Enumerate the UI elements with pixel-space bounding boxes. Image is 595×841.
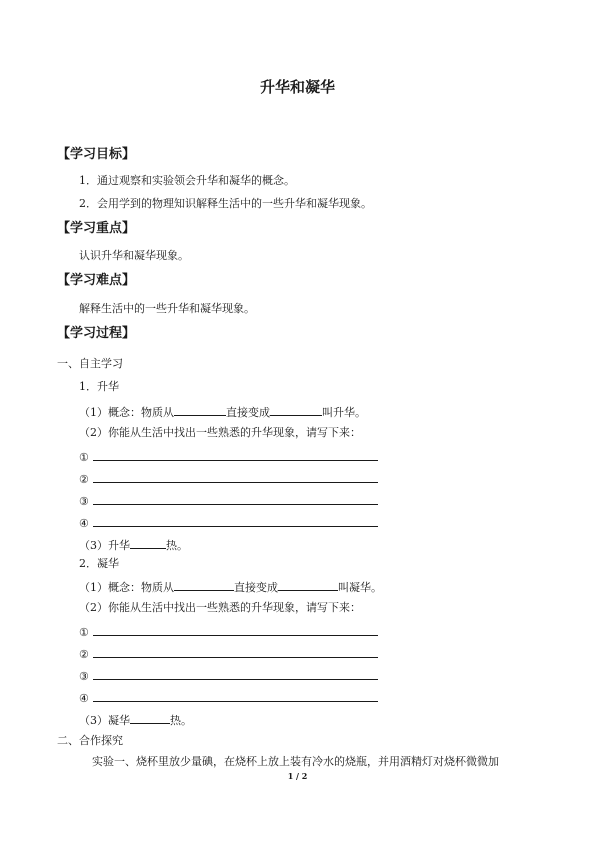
heat-suffix: 热。 [170,714,192,727]
concept-prefix: （1）概念：物质从 [79,581,174,594]
sublimation-question: （2）你能从生活中找出一些熟悉的升华现象，请写下来： [79,426,361,439]
sublimation-heat [79,537,188,551]
experiment-text: 实验一、烧杯里放少量碘，在烧杯上放上装有冷水的烧瓶，并用酒精灯对烧杯微微加 [92,755,499,768]
marker-4: ④ [79,517,89,530]
key-heading: 【学习重点】 [57,221,136,236]
marker-2: ② [79,473,89,486]
answer-blank[interactable] [93,669,378,680]
heat-suffix: 热。 [166,539,188,552]
concept-mid: 直接变成 [226,406,270,419]
sublimation-concept [79,404,366,418]
blank-heat[interactable] [130,537,166,549]
answer-blank[interactable] [93,647,378,658]
answer-line-3[interactable] [79,667,378,683]
answer-line-1[interactable] [79,448,378,464]
answer-line-2[interactable] [79,645,378,661]
goal-item-2: 2．会用学到的物理知识解释生活中的一些升华和凝华现象。 [79,197,372,210]
concept-prefix: （1）概念：物质从 [79,406,174,419]
marker-3: ③ [79,495,89,508]
blank-from-state[interactable] [174,404,226,416]
answer-blank[interactable] [93,494,378,505]
heat-prefix: （3）凝华 [79,714,130,727]
marker-1: ① [79,626,89,639]
deposition-question: （2）你能从生活中找出一些熟悉的升华现象，请写下来： [79,601,361,614]
answer-line-3[interactable] [79,492,378,508]
goals-heading: 【学习目标】 [57,147,136,162]
blank-to-state[interactable] [270,404,322,416]
process-heading: 【学习过程】 [57,326,136,341]
goal-item-1: 1．通过观察和实验领会升华和凝华的概念。 [79,174,295,187]
answer-blank[interactable] [93,472,378,483]
marker-4: ④ [79,692,89,705]
answer-blank[interactable] [93,516,378,527]
blank-from-state[interactable] [174,579,234,591]
marker-1: ① [79,451,89,464]
answer-blank[interactable] [93,625,378,636]
difficult-text: 解释生活中的一些升华和凝华现象。 [79,302,255,315]
part1-label: 一、自主学习 [57,357,123,370]
concept-suffix: 叫凝华。 [338,581,382,594]
page-number: 1 / 2 [287,771,308,781]
deposition-label: 2．凝华 [79,557,119,570]
answer-line-1[interactable] [79,623,378,639]
marker-2: ② [79,648,89,661]
marker-3: ③ [79,670,89,683]
answer-line-4[interactable] [79,514,378,530]
blank-to-state[interactable] [278,579,338,591]
heat-prefix: （3）升华 [79,539,130,552]
deposition-concept [79,579,382,593]
key-text: 认识升华和凝华现象。 [79,249,189,262]
difficult-heading: 【学习难点】 [57,273,136,288]
answer-line-4[interactable] [79,689,378,705]
page-title: 升华和凝华 [259,78,335,96]
deposition-heat [79,712,192,726]
concept-mid: 直接变成 [234,581,278,594]
answer-blank[interactable] [93,450,378,461]
blank-heat[interactable] [130,712,170,724]
part2-label: 二、合作探究 [57,734,123,747]
answer-blank[interactable] [93,691,378,702]
answer-line-2[interactable] [79,470,378,486]
sublimation-label: 1．升华 [79,380,119,393]
concept-suffix: 叫升华。 [322,406,366,419]
